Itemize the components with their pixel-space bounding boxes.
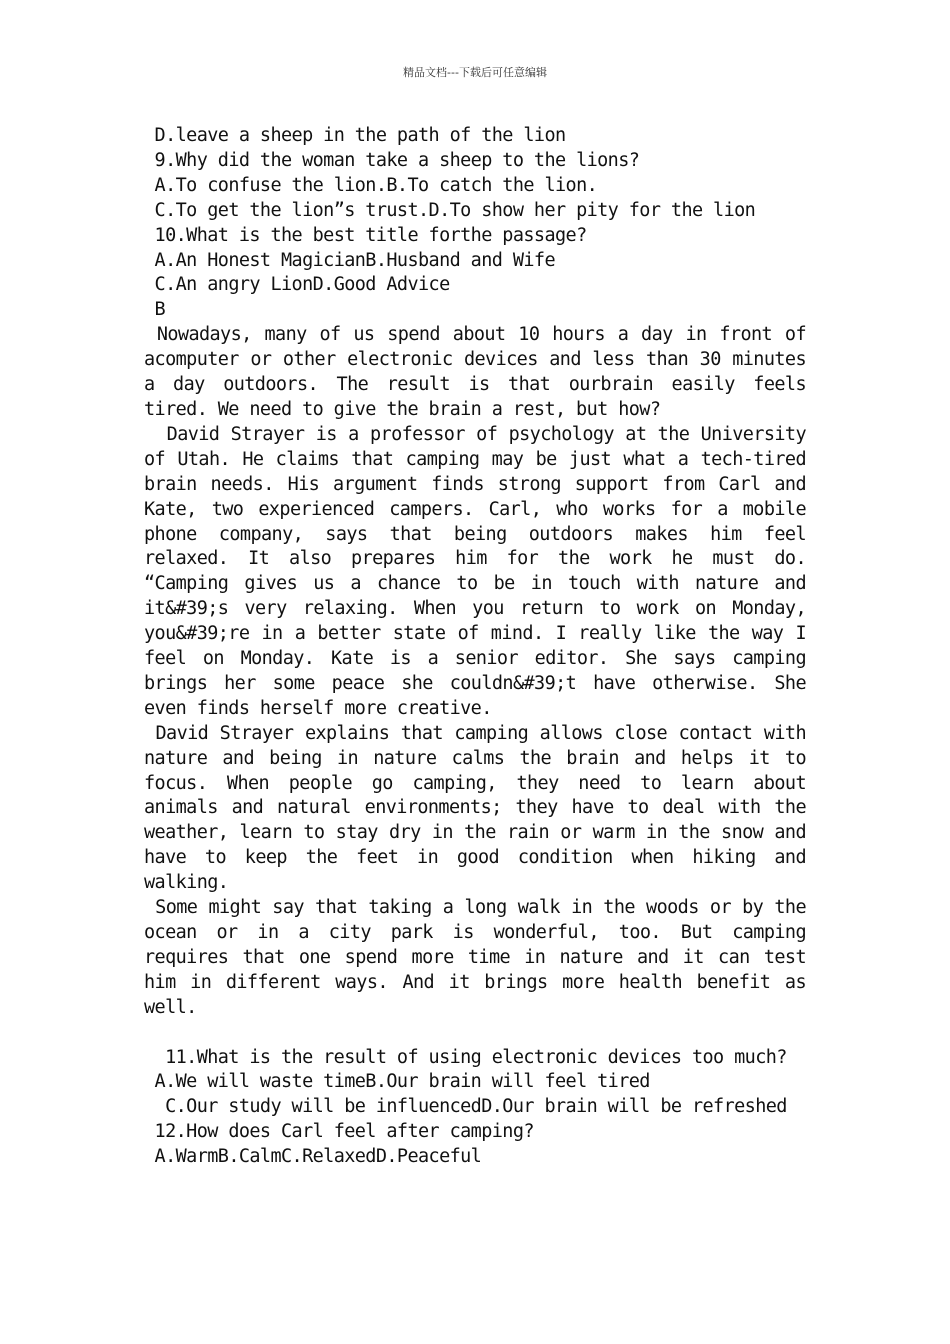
document-body [144,124,817,1170]
question-10-options-ab: A.An Honest MagicianB.Husband and Wife [144,249,555,271]
passage-paragraph-4: Some might say that taking a long walk in the woods or by the ocean or in a city park is wonderful, too. But camping requires that one spend more time in nature and it can test him in different ways. And it brings more health benefit as well. [144,897,817,1018]
passage-paragraph-1: Nowadays, many of us spend about 10 hours a day in front of acomputer or other electronic devices and less than 30 minutes a day outdoors. The result is that ourbrain easily feels tired. We need to give the brain a rest, but how? [144,324,817,420]
question-9-options-ab: A.To confuse the lion.B.To catch the lion. [144,174,598,196]
question-12: 12.How does Carl feel after camping? [144,1121,534,1143]
question-10-options-cd: C.An angry LionD.Good Advice [144,274,450,296]
passage-paragraph-3: David Strayer explains that camping allows close contact with nature and being in nature calms the brain and helps it to focus. When people go camping, they need to learn about animals and natural environments; they have to deal with the weather, learn to stay dry in the rain or warm in the snow and have to keep the feet in good condition when hiking and walking. [144,722,817,894]
question-12-options: A.WarmB.CalmC.RelaxedD.Peaceful [144,1146,482,1168]
passage-paragraph-2: David Strayer is a professor of psychology at the University of Utah. He claims that camping may be just what a tech-tired brain needs. His argument finds strong support from Carl and Kate, two experienced campers. Carl, who works for a mobile phone company, says that being outdoors makes him feel relaxed. It also prepares him for the work he must do. “Camping gives us a chance to be in touch with nature and it&#39;s very relaxing. When you return to work on Monday, you&#39;re in a better state of mind. I really like the way I feel on Monday. Kate is a senior editor. She says camping brings her some peace she couldn&#39;t have otherwise. She even finds herself more creative. [144,423,817,719]
question-9: 9.Why did the woman take a sheep to the lions? [144,149,640,171]
blank-line [144,1021,806,1046]
question-8-option-d: D.leave a sheep in the path of the lion [144,125,566,146]
question-9-options-cd: C.To get the lion”s trust.D.To show her pity for the lion [144,199,756,221]
page-header: 精品文档---下载后可任意编辑 [403,66,547,79]
question-11-options-cd: C.Our study will be influencedD.Our brain will be refreshed [144,1096,787,1118]
question-10: 10.What is the best title forthe passage? [144,224,587,246]
section-b-label: B [144,299,166,321]
question-11: 11.What is the result of using electronic devices too much? [144,1046,787,1068]
question-11-options-ab: A.We will waste timeB.Our brain will feel tired [144,1071,650,1093]
